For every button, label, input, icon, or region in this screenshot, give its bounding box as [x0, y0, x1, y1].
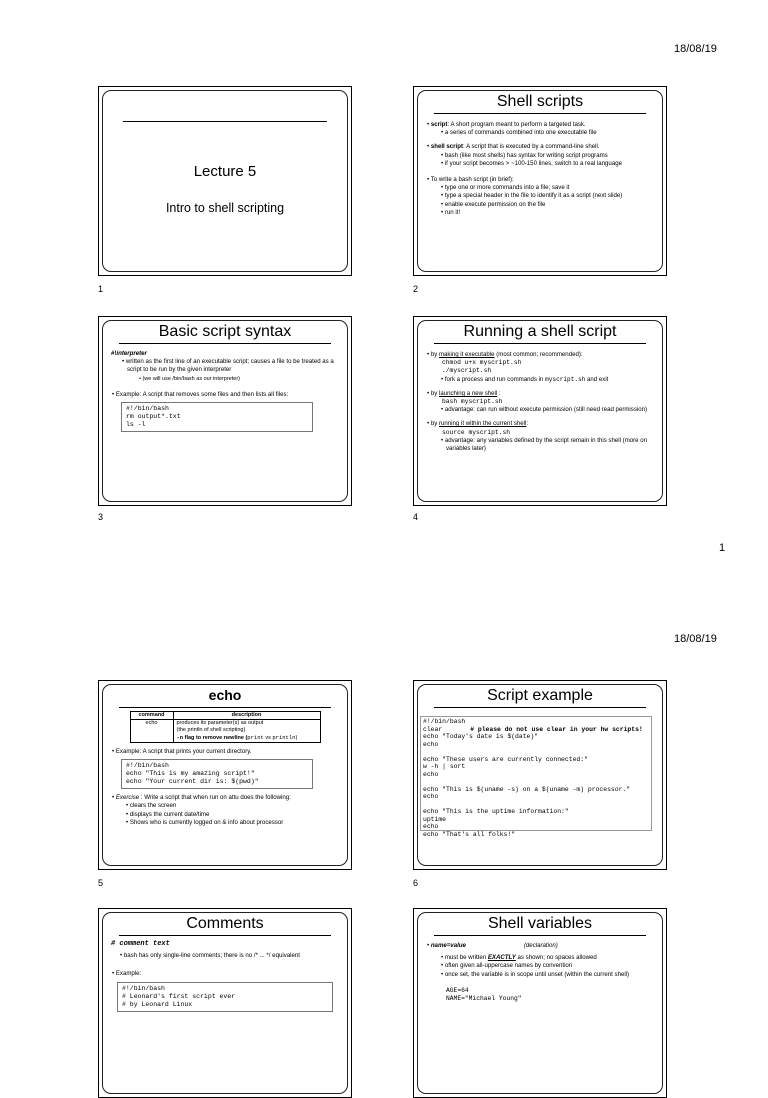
slide-8: [413, 908, 667, 1098]
slide-1: [98, 86, 352, 276]
slide-frame: [417, 912, 663, 1094]
slide-title: Basic script syntax: [158, 323, 292, 340]
slide-number: 1: [98, 284, 104, 294]
slide-title: Script example: [487, 687, 593, 704]
title-rule: [123, 121, 327, 122]
slide-content: [103, 708, 347, 827]
sub-bullet: • fork a process and run commands in myscript.sh and exit: [441, 375, 609, 383]
code-line: echo: [423, 770, 439, 778]
slide-frame: [417, 90, 663, 272]
term: shell script: [430, 143, 464, 151]
code-line: NAME="Michael Young": [446, 995, 522, 1003]
code-line: clear # please do not use clear in your hw scripts!: [423, 725, 643, 733]
slide-4: [413, 316, 667, 506]
code-line: bash myscript.sh: [442, 398, 503, 406]
slide-content: [103, 936, 347, 1012]
code-line: echo "That's all folks!": [423, 830, 516, 838]
table-header: description: [173, 712, 320, 720]
slide-frame: [102, 684, 348, 866]
slide-subtitle: Intro to shell scripting: [165, 201, 285, 215]
code-box: #!/bin/bash rm output*.txt ls -l: [121, 402, 313, 432]
bullet: • name=value (declaration): [427, 942, 558, 949]
code-line: echo: [423, 823, 439, 830]
sub-bullet: • type one or more commands into a file; save it: [441, 184, 570, 192]
shebang-heading: #!interpreter: [111, 350, 147, 357]
bullet: • Exercise : Write a script that when run on attu does the following:: [112, 794, 291, 802]
term: script: [430, 121, 448, 128]
slide-number: 3: [98, 512, 104, 522]
slide-title: Shell variables: [487, 915, 593, 932]
slide-3: [98, 316, 352, 506]
table-cell: echo: [130, 720, 173, 743]
slide-title: Shell scripts: [496, 93, 584, 110]
code-line: w -h | sort: [423, 763, 466, 770]
code-line: echo "This is $(uname -s) on a $(uname -m) processor.": [423, 785, 631, 793]
sub-bullet: • advantage: can run without execute permission (still need read permission): [441, 406, 648, 414]
sub-bullet: • must be written EXACTLY as shown; no spaces allowed: [441, 954, 597, 962]
slide-frame: [102, 912, 348, 1094]
code-line: source myscript.sh: [442, 428, 511, 436]
slide-number: 4: [413, 512, 419, 522]
code-line: [423, 748, 649, 756]
sub-bullet: • displays the current date/time: [126, 810, 210, 818]
bullet: • by making it executable (most common; recommended):: [427, 351, 583, 358]
slide-frame: [102, 320, 348, 502]
slide-6: [413, 680, 667, 870]
code-box: #!/bin/bash # Leonard's first script ever # by Leonard Linux: [117, 982, 333, 1012]
bullet: • Example: A script that removes some files and then lists all files:: [112, 390, 289, 398]
sub-bullet: • written as the first line of an executable script; causes a file to be treated as a script to be run by the given interpreter: [122, 358, 334, 374]
code-line: echo "Today's date is $(date)": [423, 733, 539, 740]
code-line: [423, 801, 649, 809]
sub-bullet: • Shows who is currently logged on & info about processor: [126, 818, 284, 826]
code-box: [420, 716, 652, 838]
sub-bullet: • run it!: [441, 208, 461, 216]
sub-bullet: • type a special header in the file to identify it as a script (next slide): [441, 192, 623, 200]
sub-bullet: • once set, the variable is in scope until unset (within the current shell): [441, 970, 630, 978]
code-line: echo: [423, 740, 439, 748]
code-line: [423, 778, 649, 786]
code-comment: # please do not use clear in your hw scripts!: [470, 725, 643, 733]
code-line: ./myscript.sh: [442, 367, 492, 375]
sub-bullet: • a series of commands combined into one executable file: [441, 129, 597, 137]
sub-bullet: • clears the screen: [126, 802, 177, 810]
slide-2: [413, 86, 667, 276]
code-line: echo "These users are currently connected:": [423, 755, 588, 763]
slide-title: Comments: [186, 915, 264, 932]
table-cell: produces its parameter(s) as output (the println of shell scripting) -n flag to remove newline (print vs println): [173, 720, 320, 743]
slide-title: echo: [208, 687, 242, 703]
table-header: command: [130, 712, 173, 720]
title-rule: [434, 707, 646, 708]
slide-frame: [417, 684, 663, 866]
command-table: [130, 711, 321, 743]
slide-number: 6: [413, 878, 419, 888]
sub-bullet: • bash has only single-line comments; there is no /* ... */ equivalent: [120, 952, 300, 960]
sub-bullet: • if your script becomes > ~100-150 lines, switch to a real language: [441, 159, 622, 167]
comment-syntax: # comment text: [111, 940, 170, 948]
code-box: #!/bin/bash echo "This is my amazing script!" echo "Your current dir is: $(pwd)": [121, 759, 313, 789]
code-line: echo: [423, 793, 439, 800]
bullet: • shell script: A script that is executed by a command-line shell.: [427, 143, 600, 151]
slide-number: 2: [413, 284, 419, 294]
bullet: • script: A short program meant to perform a targeted task.: [427, 121, 586, 128]
sub-bullet: • enable execute permission on the file: [441, 200, 546, 208]
slide-title: Running a shell script: [463, 323, 617, 340]
code-line: AGE=64: [446, 986, 469, 994]
code-line: uptime: [423, 815, 447, 823]
bullet: • To write a bash script (in brief):: [427, 176, 514, 184]
slide-7: [98, 908, 352, 1098]
page-number: 1: [719, 542, 726, 554]
slide-content: [418, 936, 662, 1003]
slide-frame: [102, 90, 348, 272]
slide-content: [418, 114, 662, 217]
sub-bullet: • bash (like most shells) has syntax for writing script programs: [441, 151, 608, 159]
sub-bullet: • often given all-uppercase names by convention: [441, 962, 573, 970]
slide-title: Lecture 5: [193, 163, 257, 180]
bullet: • Example: A script that prints your current directory.: [112, 748, 252, 755]
bullet: • Example:: [112, 970, 142, 978]
bullet: • by running it within the current shell:: [427, 420, 529, 428]
sub-sub-bullet: • (we will use /bin/bash as our interpreter): [139, 375, 240, 382]
code-line: #!/bin/bash: [423, 718, 466, 725]
sub-bullet: • advantage: any variables defined by the script remain in this shell (more on variables later): [441, 436, 648, 453]
page-date: 18/08/19: [674, 43, 717, 55]
slide-content: [418, 344, 662, 453]
bullet: • by launching a new shell :: [427, 389, 501, 397]
slide-5: [98, 680, 352, 870]
code-line: chmod u+x myscript.sh: [442, 359, 522, 367]
code-line: echo "This is the uptime information:": [423, 808, 569, 815]
slide-frame: [417, 320, 663, 502]
slide-number: 5: [98, 878, 104, 888]
slide-content: [103, 344, 347, 432]
page-date: 18/08/19: [674, 633, 717, 645]
